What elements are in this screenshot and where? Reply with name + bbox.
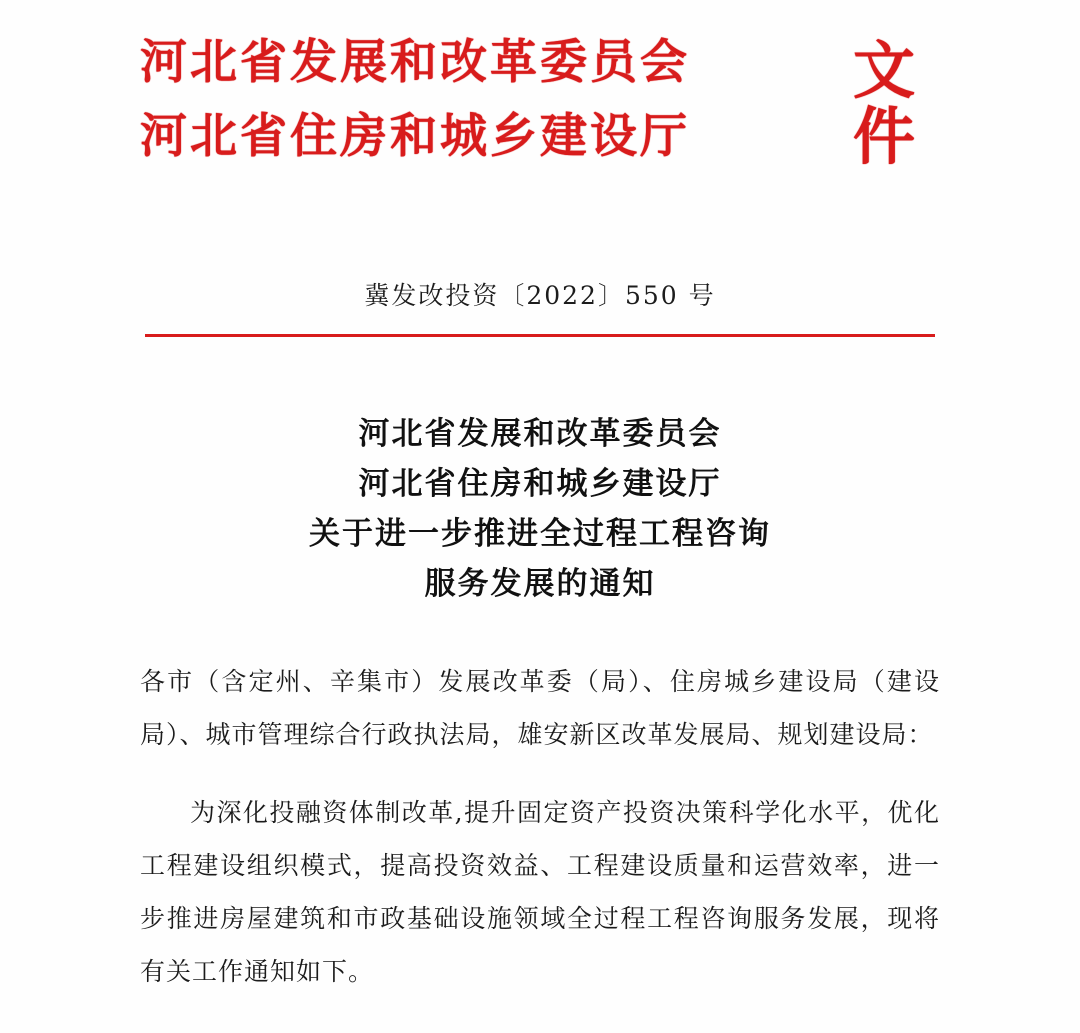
body-paragraph-opening: 为深化投融资体制改革,提升固定资产投资决策科学化水平，优化工程建设组织模式，提高投资效益、工程建设质量和运营效率，进一步推进房屋建筑和市政基础设施领域全过程工程咨询服务发展，现将有关工作通知如下。 xyxy=(140,798,940,986)
red-divider-rule xyxy=(145,334,935,337)
title-line-1: 河北省发展和改革委员会 xyxy=(358,416,722,452)
masthead-issuer-line-1: 河北省发展和改革委员会 xyxy=(140,35,690,90)
title-line-3: 关于进一步推进全过程工程咨询 xyxy=(309,516,771,552)
document-number-block xyxy=(0,276,1080,337)
document-title xyxy=(0,409,1080,609)
masthead-issuer-line-2: 河北省住房和城乡建设厅 xyxy=(140,109,690,164)
document-number: 冀发改投资〔2022〕550 号 xyxy=(364,281,716,310)
title-line-2: 河北省住房和城乡建设厅 xyxy=(358,466,722,502)
body-paragraph-addressee: 各市（含定州、辛集市）发展改革委（局）、住房城乡建设局（建设局）、城市管理综合行政执法局，雄安新区改革发展局、规划建设局： xyxy=(140,667,940,749)
document-masthead xyxy=(0,0,1080,226)
masthead-document-word: 文件 xyxy=(852,34,917,173)
title-line-4: 服务发展的通知 xyxy=(424,566,656,602)
document-body xyxy=(140,655,940,998)
masthead-issuer-lines xyxy=(0,26,830,174)
